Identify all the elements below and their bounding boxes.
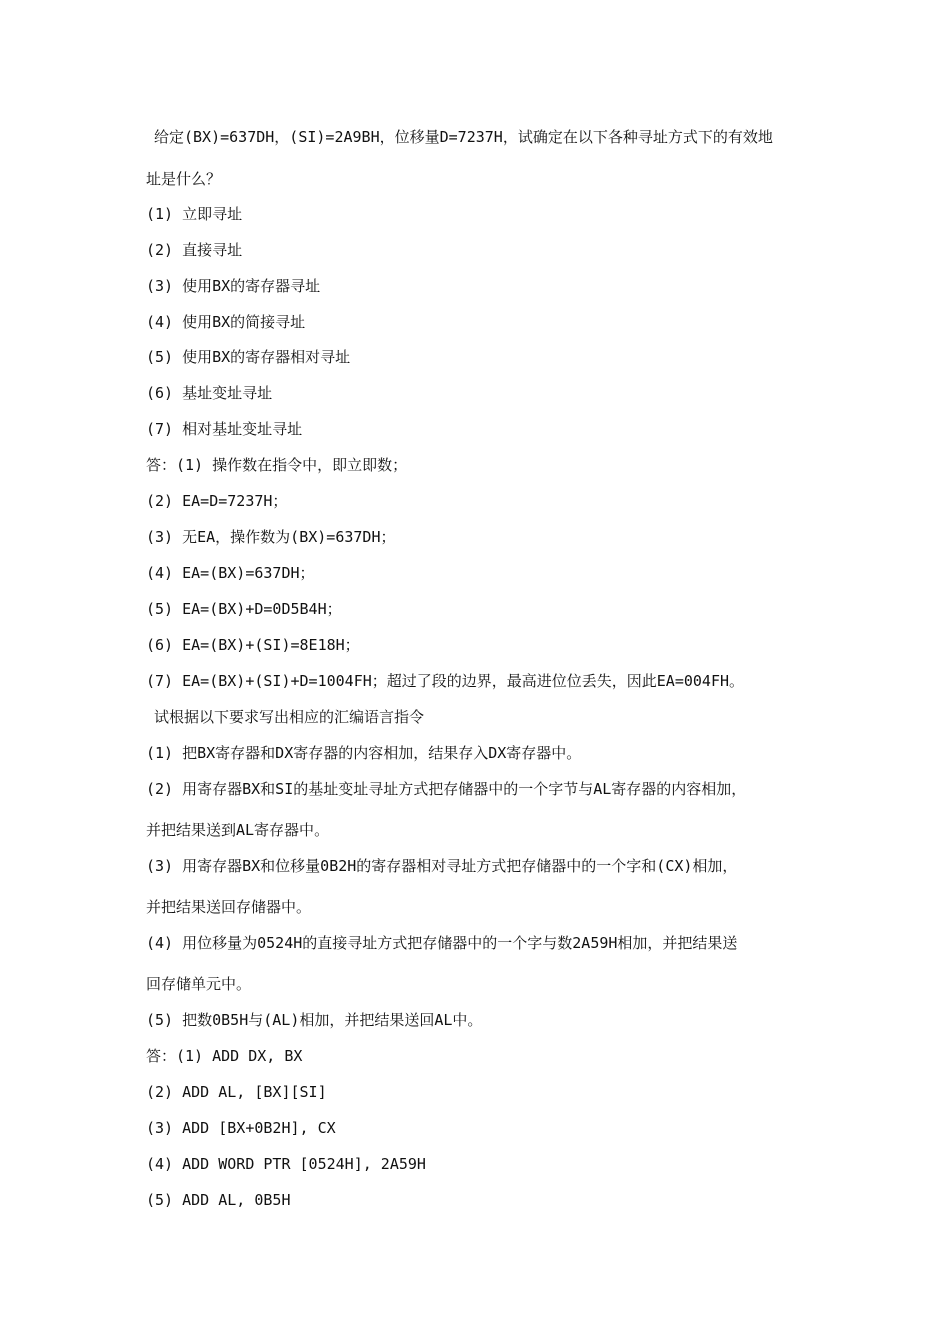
question-2-item: (1) 把BX寄存器和DX寄存器的内容相加，结果存入DX寄存器中。: [146, 744, 582, 762]
question-1-answer: (2) EA=D=7237H；: [146, 492, 288, 510]
question-1-intro: 给定(BX)=637DH，(SI)=2A9BH，位移量D=7237H，试确定在以下各种寻址方式下的有效地: [154, 128, 773, 146]
question-1-item: (2) 直接寻址: [146, 241, 243, 259]
question-1-item: (5) 使用BX的寄存器相对寻址: [146, 348, 351, 366]
question-1-answer: (5) EA=(BX)+D=0D5B4H；: [146, 600, 342, 618]
question-1-item: (4) 使用BX的简接寻址: [146, 313, 306, 331]
question-2-answer: 答：(1) ADD DX, BX: [146, 1047, 303, 1065]
question-1-intro-continued: 址是什么？: [146, 170, 222, 188]
question-2-answer: (5) ADD AL, 0B5H: [146, 1191, 291, 1209]
question-1-item: (3) 使用BX的寄存器寻址: [146, 277, 321, 295]
question-2-answer: (2) ADD AL, [BX][SI]: [146, 1083, 327, 1101]
question-1-answer: (3) 无EA，操作数为(BX)=637DH；: [146, 528, 396, 546]
question-1-answer: 答：(1) 操作数在指令中，即立即数；: [146, 456, 408, 474]
question-2-item: (5) 把数0B5H与(AL)相加，并把结果送回AL中。: [146, 1011, 483, 1029]
question-2-answer: (3) ADD [BX+0B2H], CX: [146, 1119, 336, 1137]
question-1-item: (1) 立即寻址: [146, 205, 243, 223]
question-2-intro: 试根据以下要求写出相应的汇编语言指令: [154, 708, 425, 726]
question-2-item-continued: 回存储单元中。: [146, 975, 252, 993]
question-1-answer: (6) EA=(BX)+(SI)=8E18H；: [146, 636, 360, 654]
question-1-answer: (7) EA=(BX)+(SI)+D=1004FH；超过了段的边界，最高进位位丢失，因此EA=004FH。: [146, 672, 745, 690]
question-2-answer: (4) ADD WORD PTR [0524H], 2A59H: [146, 1155, 426, 1173]
question-1-item: (7) 相对基址变址寻址: [146, 420, 303, 438]
question-2-item: (3) 用寄存器BX和位移量0B2H的寄存器相对寻址方式把存储器中的一个字和(CX)相加，: [146, 857, 738, 875]
question-1-item: (6) 基址变址寻址: [146, 384, 273, 402]
question-1-answer: (4) EA=(BX)=637DH；: [146, 564, 315, 582]
question-2-item: (4) 用位移量为0524H的直接寻址方式把存储器中的一个字与数2A59H相加，并把结果送: [146, 934, 738, 952]
question-2-item-continued: 并把结果送到AL寄存器中。: [146, 821, 330, 839]
question-2-item-continued: 并把结果送回存储器中。: [146, 898, 312, 916]
question-2-item: (2) 用寄存器BX和SI的基址变址寻址方式把存储器中的一个字节与AL寄存器的内容相加，: [146, 780, 747, 798]
